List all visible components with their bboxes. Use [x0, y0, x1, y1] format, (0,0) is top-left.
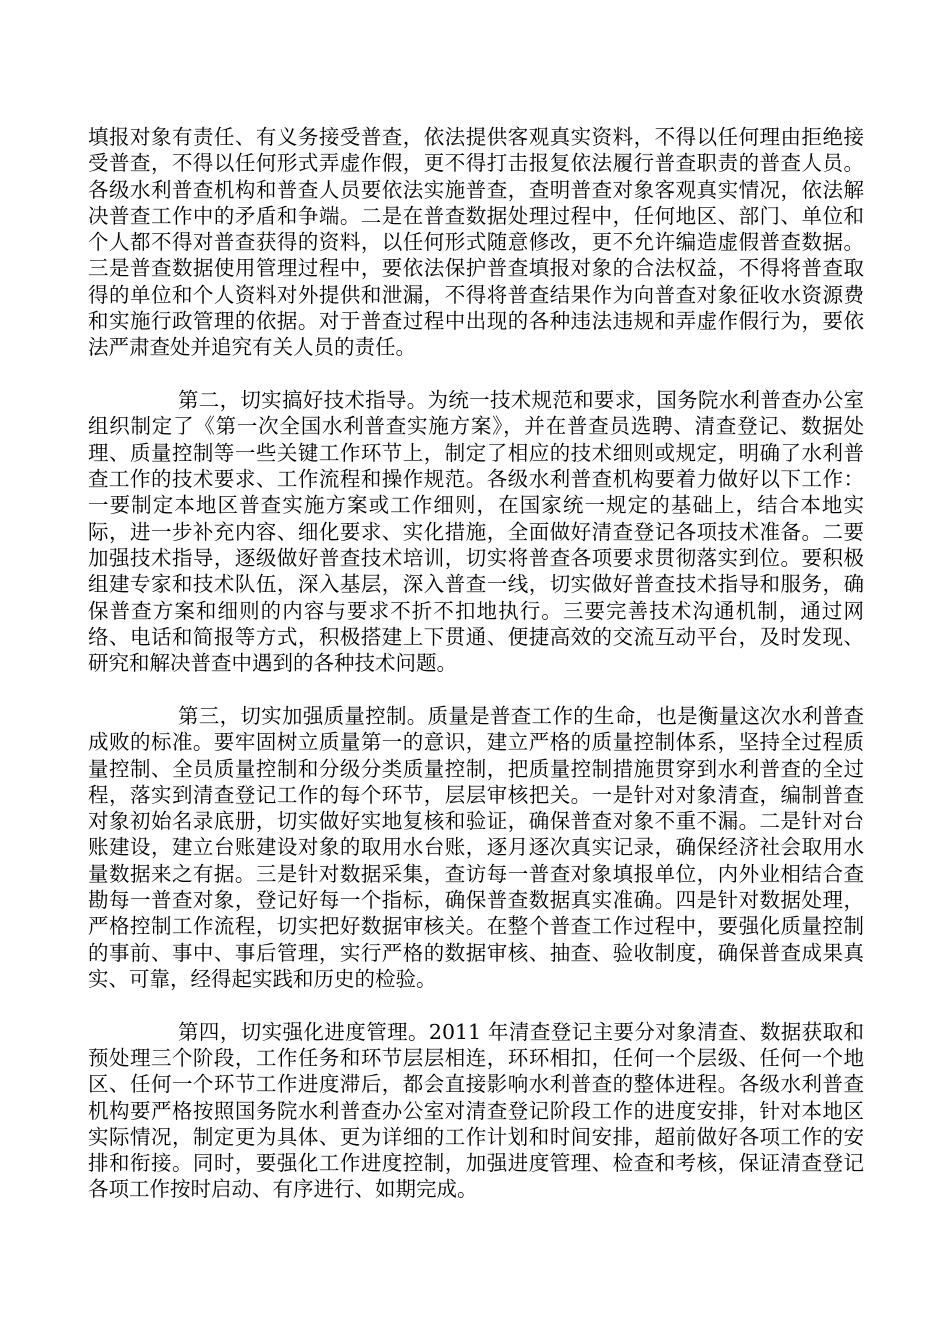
- paragraph-quality-control: 第三，切实加强质量控制。质量是普查工作的生命，也是衡量这次水利普查成败的标准。要牢固树立质量第一的意识，建立严格的质量控制体系，坚持全过程质量控制、全员质量控制和分级分类质量控制，把质量控制措施贯穿到水利普查的全过程，落实到清查登记工作的每个环节，层层审核把关。一是针对对象清查，编制普查对象初始名录底册，切实做好实地复核和验证，确保普查对象不重不漏。二是针对台账建设，建立台账建设对象的取用水台账，逐月逐次真实记录，确保经济社会取用水量数据来之有据。三是针对数据采集，查访每一普查对象填报单位，内外业相结合查勘每一普查对象，登记好每一个指标，确保普查数据真实准确。四是针对数据处理，严格控制工作流程，切实把好数据审核关。在整个普查工作过程中，要强化质量控制的事前、事中、事后管理，实行严格的数据审核、抽查、验收制度，确保普查成果真实、可靠，经得起实践和历史的检验。: [88, 703, 864, 991]
- paragraph-legal-obligations: 填报对象有责任、有义务接受普查，依法提供客观真实资料，不得以任何理由拒绝接受普查，不得以任何形式弄虚作假，更不得打击报复依法履行普查职责的普查人员。各级水利普查机构和普查人员要依法实施普查，查明普查对象客观真实情况，依法解决普查工作中的矛盾和争端。二是在普查数据处理过程中，任何地区、部门、单位和个人都不得对普查获得的资料，以任何形式随意修改，更不允许编造虚假普查数据。三是普查数据使用管理过程中，要依法保护普查填报对象的合法权益，不得将普查取得的单位和个人资料对外提供和泄漏，不得将普查结果作为向普查对象征收水资源费和实施行政管理的依据。对于普查过程中出现的各种违法违规和弄虚作假行为，要依法严肃查处并追究有关人员的责任。: [88, 125, 864, 360]
- document-body: [88, 124, 864, 1203]
- paragraph-progress-management: 第四，切实强化进度管理。2011 年清查登记主要分对象清查、数据获取和预处理三个阶段，工作任务和环节层层相连，环环相扣，任何一个层级、任何一个地区、任何一个环节工作进度滞后，都会直接影响水利普查的整体进程。各级水利普查机构要严格按照国务院水利普查办公室对清查登记阶段工作的进度安排，针对本地区实际情况，制定更为具体、更为详细的工作计划和时间安排，超前做好各项工作的安排和衔接。同时，要强化工作进度控制，加强进度管理、检查和考核，保证清查登记各项工作按时启动、有序进行、如期完成。: [88, 1019, 864, 1202]
- paragraph-technical-guidance: 第二，切实搞好技术指导。为统一技术规范和要求，国务院水利普查办公室组织制定了《第一次全国水利普查实施方案》，并在普查员选聘、清查登记、数据处理、质量控制等一些关键工作环节上，制定了相应的技术细则或规定，明确了水利普查工作的技术要求、工作流程和操作规范。各级水利普查机构要着力做好以下工作：一要制定本地区普查实施方案或工作细则，在国家统一规定的基础上，结合本地实际，进一步补充内容、细化要求、实化措施，全面做好清查登记各项技术准备。二要加强技术指导，逐级做好普查技术培训，切实将普查各项要求贯彻落实到位。要积极组建专家和技术队伍，深入基层，深入普查一线，切实做好普查技术指导和服务，确保普查方案和细则的内容与要求不折不扣地执行。三要完善技术沟通机制，通过网络、电话和简报等方式，积极搭建上下贯通、便捷高效的交流互动平台，及时发现、研究和解决普查中遇到的各种技术问题。: [88, 388, 864, 676]
